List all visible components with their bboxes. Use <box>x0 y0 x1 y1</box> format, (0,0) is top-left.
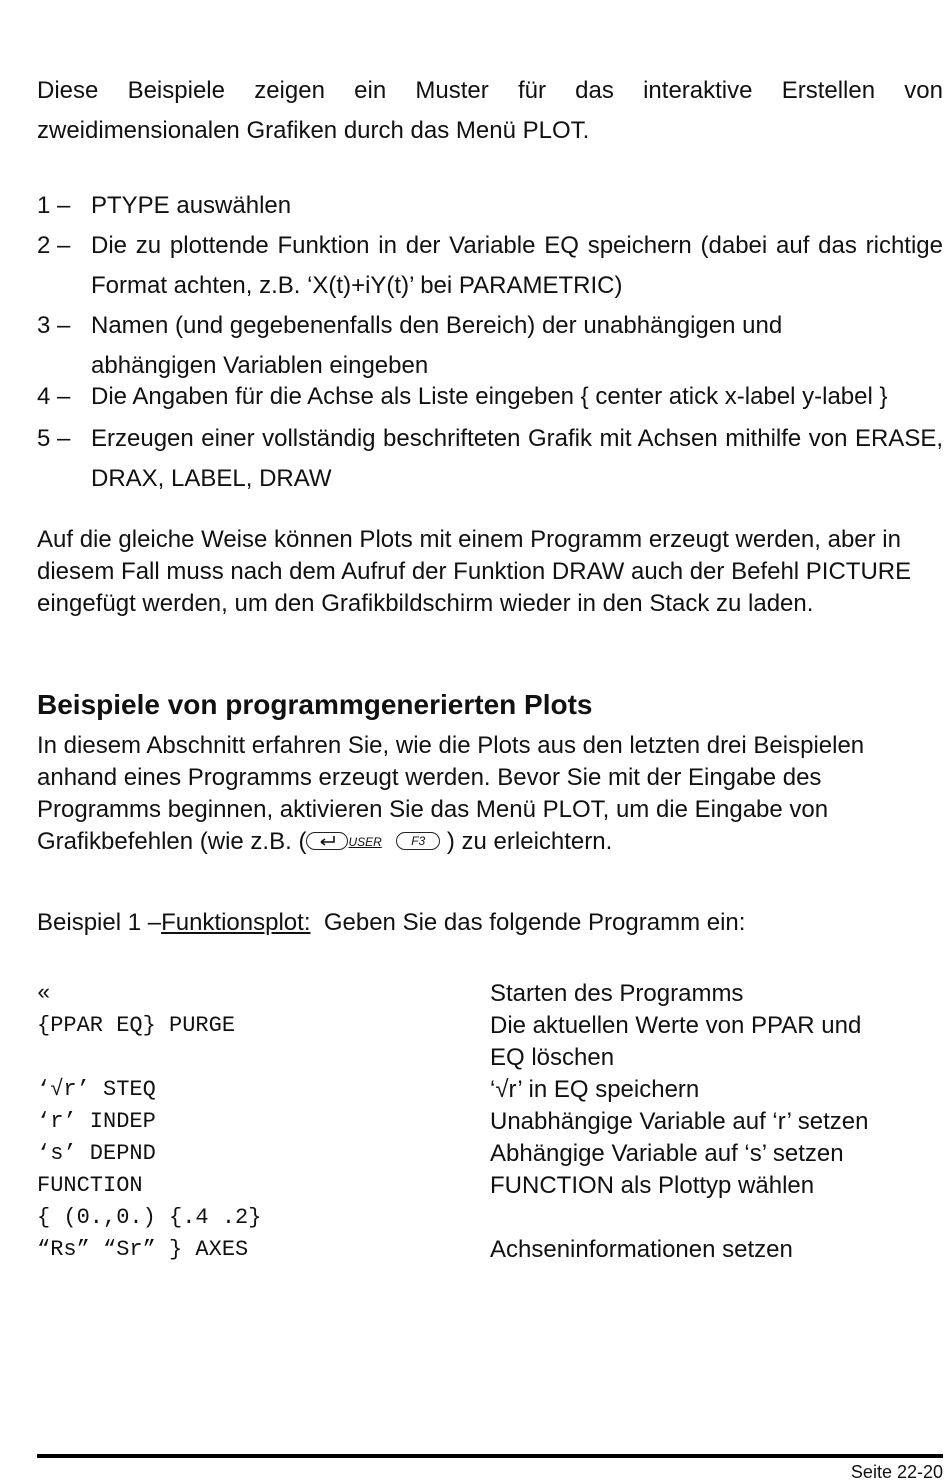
list-item-number: 5 – <box>37 425 71 452</box>
user-key-label: USER <box>348 835 382 849</box>
paragraph-program-plots: Auf die gleiche Weise können Plots mit einem Programm erzeugt werden, aber in diesem Fall muss nach dem Aufruf der Funktion DRAW auch der Befehl PICTURE eingefügt werden, um den Grafikbildschirm wieder in den Stack zu laden. <box>37 526 912 617</box>
program-line <box>37 1170 943 1202</box>
program-code: { (0.,0.) {.4 .2} <box>37 1205 262 1230</box>
section-heading: Beispiele von programmgenerierten Plots <box>37 689 593 720</box>
example-instruction: Geben Sie das folgende Programm ein: <box>310 909 746 936</box>
example-title: Funktionsplot: <box>161 909 311 936</box>
program-code: FUNCTION <box>37 1173 143 1198</box>
list-item-text: Erzeugen einer vollständig beschrifteten Grafik mit Achsen mithilfe von ERASE, DRAX, LABEL, DRAW <box>91 425 943 492</box>
program-comment: Starten des Programms <box>490 980 744 1007</box>
program-line <box>37 1074 943 1106</box>
footer-rule <box>37 1454 943 1458</box>
list-item-text: Die Angaben für die Achse als Liste eingeben { center atick x-label y-label } <box>91 383 888 410</box>
program-code: ‘r’ INDEP <box>37 1109 156 1134</box>
program-comment: Achseninformationen setzen <box>490 1236 793 1263</box>
list-item-text: Die zu plottende Funktion in der Variable EQ speichern (dabei auf das richtige Format achten, z.B. ‘X(t)+iY(t)’ bei PARAMETRIC) <box>91 232 943 299</box>
example-intro <box>37 907 943 939</box>
list-item-number: 1 – <box>37 192 71 219</box>
program-line <box>37 1106 943 1138</box>
list-item-number: 4 – <box>37 383 71 410</box>
intro-line-1: Diese Beispiele zeigen ein Muster für das interaktive Erstellen von <box>37 77 943 104</box>
program-line <box>37 978 943 1010</box>
program-line <box>37 1202 943 1234</box>
program-comment: FUNCTION als Plottyp wählen <box>490 1172 815 1199</box>
program-line <box>37 1234 943 1266</box>
program-code: {PPAR EQ} PURGE <box>37 1013 236 1038</box>
section-body-text: In diesem Abschnitt erfahren Sie, wie die Plots aus den letzten drei Beispielen anhand eines Programms erzeugt werden. Bevor Sie mit der Eingabe des Programms beginnen, aktivieren Sie das Menü PLOT, um die Eingabe von Grafikbefehlen (wie z.B. ( <box>37 732 865 855</box>
program-comment: Abhängige Variable auf ‘s’ setzen <box>490 1140 844 1167</box>
program-comment: ‘√r’ in EQ speichern <box>490 1076 700 1103</box>
list-item-text: PTYPE auswählen <box>91 192 292 219</box>
section-body <box>37 730 927 858</box>
program-code: ‘√r’ STEQ <box>37 1077 156 1102</box>
program-comment: Unabhängige Variable auf ‘r’ setzen <box>490 1108 869 1135</box>
program-comment: EQ löschen <box>490 1044 615 1071</box>
page-number: Seite 22-20 <box>850 1462 943 1482</box>
program-line <box>37 1042 943 1074</box>
intro-line-2: zweidimensionalen Grafiken durch das Menü PLOT. <box>37 117 590 144</box>
list-item-number: 2 – <box>37 232 71 259</box>
f3-key-icon: F3 <box>396 832 440 850</box>
program-comment: Die aktuellen Werte von PPAR und <box>490 1012 862 1039</box>
list-item-number: 3 – <box>37 312 71 339</box>
section-body-text-end: ) zu erleichtern. <box>446 828 613 855</box>
list-item-text: Namen (und gegebenenfalls den Bereich) der unabhängigen und abhängigen Variablen eingeben <box>91 312 783 379</box>
program-code: ‘s’ DEPND <box>37 1141 156 1166</box>
program-code: « <box>37 981 51 1006</box>
left-shift-key-icon <box>306 832 348 850</box>
program-line <box>37 1010 943 1042</box>
example-prefix: Beispiel 1 – <box>37 909 162 936</box>
page-body <box>37 0 943 1483</box>
program-code: “Rs” “Sr” } AXES <box>37 1237 249 1262</box>
program-line <box>37 1138 943 1170</box>
